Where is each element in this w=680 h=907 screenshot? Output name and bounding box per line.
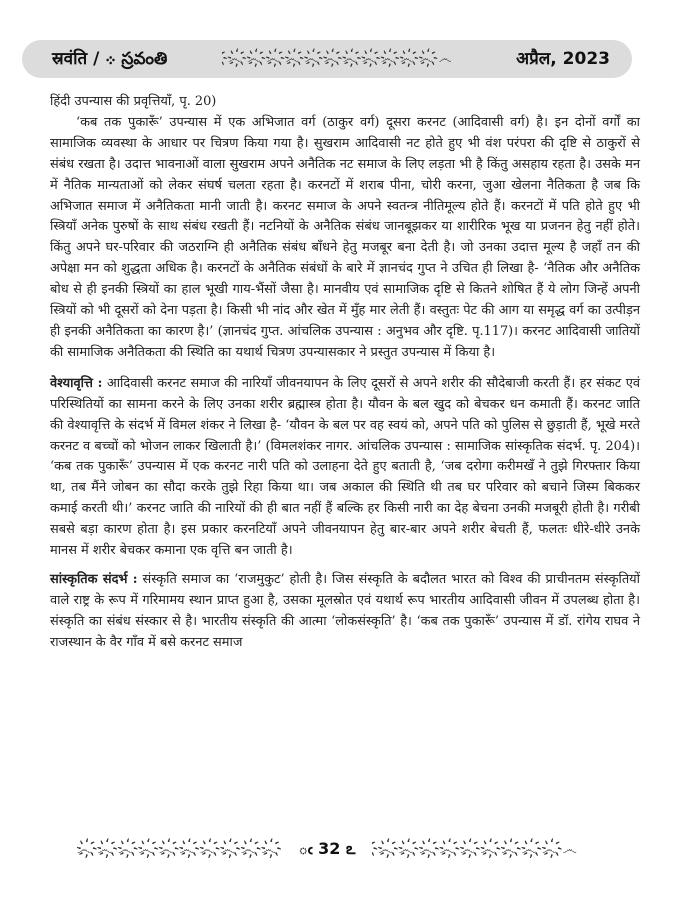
paragraph-prostitution — [50, 374, 640, 562]
section-heading-prostitution: वेश्यावृत्ति : — [50, 375, 103, 391]
paragraph-culture — [50, 570, 640, 654]
page-header — [22, 40, 632, 78]
article-body — [50, 92, 640, 654]
page-number: ఁ 32 ఽ — [298, 839, 356, 858]
page-footer — [22, 834, 632, 864]
paragraph-morality: ‘कब तक पुकारूँ’ उपन्यास में एक अभिजात वर्ग (ठाकुर वर्ग) दूसरा करनट (आदिवासी वर्ग) है। इन दोनों वर्गों का सामाजिक व्यवस्था के आधार पर चित्रण किया गया है। सुखराम आदिवासी नट होते हुए भी वंश परंपरा की दृष्टि से ठाकुरों से संबंध रखता है। उदात्त भावनाओं वाला सुखराम अपने अनैतिक नट समाज के लिए लड़ता भी है किंतु असहाय रहता है। उसके मन में नैतिक मान्यताओं को लेकर संघर्ष चलता रहता है। करनटों में शराब पीना, चोरी करना, जुआ खेलना नैतिकता है जब कि अभिजात समाज में अनैतिकता मानी जाती है। करनट समाज के अपने स्वतन्त्र नीतिमूल्य होते हैं। करनटों में पति होते हुए भी स्त्रियाँ अनेक पुरुषों के साथ संबंध रखती हैं। नटनियों के अनैतिक संबंध जानबूझकर या शारीरिक भूख या प्रजनन हेतु नहीं होते। किंतु अपने घर-परिवार की जठराग्नि ही अनैतिक संबंध बाँधने हेतु मजबूर बना देती है। जो उनका उदात्त मूल्य है जहाँ तन की अपेक्षा मन को शुद्धता अधिक है। करनटों के अनैतिक संबंधों के बारे में ज्ञानचंद गुप्त ने उचित ही लिखा है- ‘नैतिक और अनैतिक बोध से ही इनकी स्त्रियों का हाल भूखी गाय-भैंसों जैसा है। मानवीय एवं सामाजिक दृष्टि से कितने शोषित हैं ये लोग जिन्हें अपनी स्त्रियों को भी दूसरों को देना पड़ता है। किसी भी नांद और खेत में मुँह मार लेती हैं। वस्तुतः पेट की आग या समृद्ध वर्ग का उत्पीड़न ही इनकी अनैतिकता का कारण है।’ (ज्ञानचंद गुप्त. आंचलिक उपन्यास : अनुभव और दृष्टि. पृ.117)। करनट आदिवासी जातियों की सामाजिक अनैतिकता की स्थिति का यथार्थ चित्रण उपन्यासकार ने प्रस्तुत उपन्यास में किया है। — [50, 114, 640, 360]
section-heading-culture: सांस्कृतिक संदर्भ : — [50, 571, 138, 587]
footer-ornament-right: ҉෴҉෴҉෴҉෴҉෴҉෴҉෴҉෴҉෴҉෴ — [372, 840, 577, 858]
paragraph-culture-text: संस्कृति समाज का ‘राजमुकुट’ होती है। जिस संस्कृति के बदौलत भारत को विश्व की प्राचीनतम संस्कृतियों वाले राष्ट्र के रूप में गरिमामय स्थान प्राप्त हुआ है, उसका मूलस्रोत एवं यथार्थ रूप भारतीय आदिवासी जीवन में उपलब्ध होता है। संस्कृति का संबंध संस्कार से है। भारतीय संस्कृति की आत्मा ‘लोकसंस्कृति’ है। ‘कब तक पुकारूँ’ उपन्यास में डॉ. रांगेय राघव ने राजस्थान के वैर गाँव में बसे करनट समाज — [50, 571, 640, 650]
journal-masthead: स्रवंति / ܀ స్రవంతి — [52, 49, 168, 69]
footer-ornament-left: ෴҉෴҉෴҉෴҉෴҉෴҉෴҉෴҉෴҉෴҉ — [77, 840, 282, 858]
header-ornament: ҉෴҉෴҉෴҉෴҉෴҉෴҉෴҉෴҉෴҉෴҉෴҉෴ — [222, 51, 452, 67]
citation-continuation: हिंदी उपन्यास की प्रवृत्तियाँ, पृ. 20) — [50, 94, 217, 109]
paragraph-prostitution-text: आदिवासी करनट समाज की नारियाँ जीवनयापन के लिए दूसरों से अपने शरीर की सौदेबाजी करती हैं। हर संकट एवं परिस्थितियों का सामना करने के लिए उनका शरीर ब्रह्मास्त्र होता है। यौवन के बल खुद को बेचकर धन कमाती हैं। करनट जाति की वेश्यावृत्ति के संदर्भ में विमल शंकर ने लिखा है- ‘यौवन के बल पर वह स्वयं को, अपने पति को पुलिस से छुड़ाती हैं, भूखे मरते करनट व बच्चों को भोजन लाकर खिलाती है।’ (विमलशंकर नागर. आंचलिक उपन्यास : सामाजिक सांस्कृतिक संदर्भ. पृ. 204)। ‘कब तक पुकारूँ’ उपन्यास में एक करनट नारी पति को उलाहना देते हुए बताती है, ‘जब दरोगा करीमखँ ने तुझे गिरफ्तार किया था, तब मैंने जोबन का सौदा करके तुझे रिहा किया था। जब अकाल की स्थिति थी तब घर परिवार को बचाने जिस्म बिककर कमाई करती थी।’ करनट जाति की नारियों की ही बात नहीं हैं बल्कि हर किसी नारी का देह बेचना उनकी मजबूरी होती है। गरीबी सबसे बड़ा कारण होता है। इस प्रकार करनटियाँ अपने जीवनयापन हेतु बार-बार अपने शरीर बेचती हैं, फलतः धीरे-धीरे उनके मानस में शरीर बेचकर कमाना एक वृत्ति बन जाती है। — [50, 375, 640, 559]
issue-date: अप्रैल, 2023 — [516, 49, 610, 69]
